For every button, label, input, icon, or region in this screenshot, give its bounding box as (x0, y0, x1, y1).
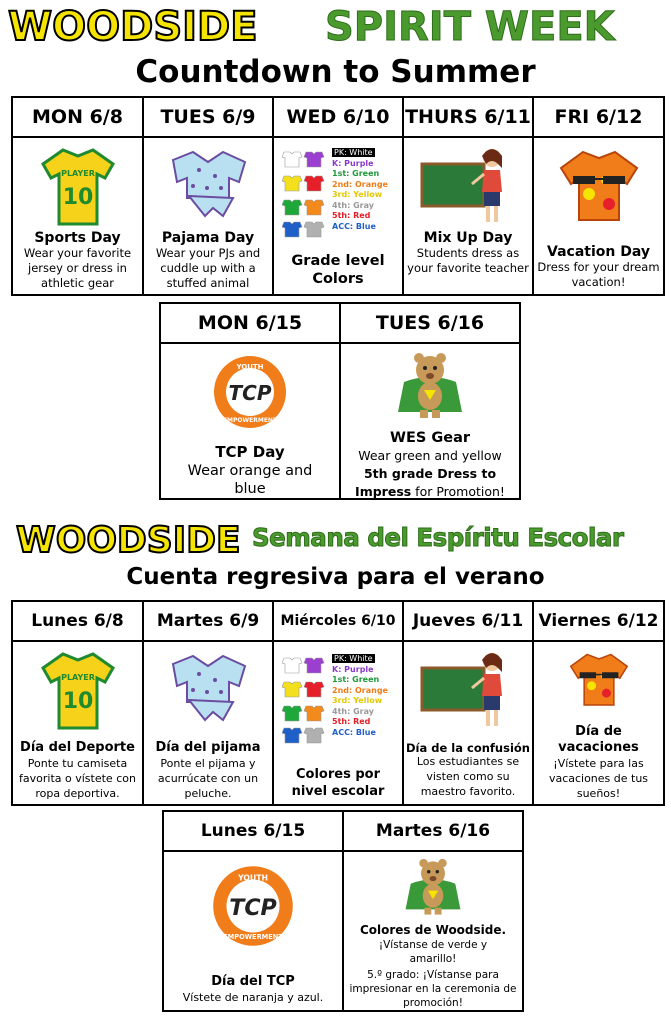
day-header: Jueves 6/11 (403, 601, 533, 641)
week1-table-english (11, 96, 665, 296)
title-woodside-es: WOODSIDE (16, 520, 241, 561)
day-title: Día del TCP (211, 974, 295, 989)
day-cell-pijama (143, 641, 273, 805)
woodside-mascot-icon (394, 352, 466, 422)
day-cell-pajama (143, 137, 273, 295)
day-desc (343, 447, 517, 501)
day-desc: Wear your favorite jersey or dress in athletic gear (23, 246, 132, 290)
day-desc: Students dress as your favorite teacher (407, 246, 529, 275)
day-cell-sports (12, 137, 143, 295)
title-woodside: WOODSIDE (8, 4, 258, 50)
teacher-icon (420, 648, 516, 734)
logo-mark-text: TCP (229, 894, 277, 921)
day-desc: ¡Vístanse de verde y amarillo! (378, 939, 488, 965)
title-spanish (0, 520, 671, 564)
logo-top-text: YOUTH (236, 363, 264, 371)
day-desc-line: Wear green and yellow (358, 448, 502, 463)
day-desc: Los estudiantes se visten como su maestro favorito. (416, 755, 520, 798)
day-cell-vacation (533, 137, 664, 295)
title-spirit-week: SPIRIT WEEK (325, 4, 615, 50)
day-cell-colores (273, 641, 403, 805)
hawaiian-shirt-icon (559, 146, 639, 224)
grade-colors-legend: PK: White K: Purple 1st: Green 2nd: Orange 3rd: Yellow 4th: Gray 5th: Red ACC: Blue (332, 148, 388, 231)
day-title: Colores de Woodside. (359, 923, 507, 937)
day-cell-grade-colors (273, 137, 403, 295)
day-desc: Wear orange and blue (187, 463, 313, 497)
day-header: Lunes 6/8 (12, 601, 143, 641)
day-desc: Ponte tu camiseta favorita o vístete con ropa deportiva. (19, 757, 136, 800)
day-title: Día de vacaciones (558, 724, 639, 755)
day-title: Mix Up Day (423, 230, 513, 246)
day-desc: Dress for your dream vacation! (537, 260, 660, 289)
day-header: MON 6/15 (160, 303, 340, 343)
day-title: Grade level Colors (291, 253, 385, 287)
logo-bottom-text: EMPOWERMENT (223, 933, 283, 942)
hawaiian-shirt-icon (568, 650, 630, 708)
day-header: MON 6/8 (12, 97, 143, 137)
day-title: Día del Deporte (20, 740, 135, 755)
week1-table-spanish (11, 600, 665, 806)
logo-bottom-text: EMPOWERMENT (222, 417, 278, 424)
logo-mark-text: TCP (228, 381, 272, 405)
day-cell-deporte (12, 641, 143, 805)
jersey-label: PLAYER (60, 673, 95, 682)
day-desc-tail: for Promotion! (411, 484, 505, 499)
day-desc: Wear your PJs and cuddle up with a stuffed animal (155, 246, 261, 290)
jersey-icon (41, 650, 115, 730)
woodside-mascot-icon (402, 858, 464, 918)
day-title: Vacation Day (547, 244, 650, 260)
jersey-icon (41, 146, 115, 226)
day-header: Lunes 6/15 (163, 811, 343, 851)
day-title: Día del pijama (155, 740, 261, 755)
day-header: Viernes 6/12 (533, 601, 664, 641)
day-desc-2: 5.º grado: ¡Vístanse para impresionar en la ceremonia de promoción! (349, 969, 517, 1009)
week2-table-english (159, 302, 521, 500)
day-header: THURS 6/11 (403, 97, 533, 137)
day-desc: Vístete de naranja y azul. (182, 991, 324, 1004)
subtitle-english: Countdown to Summer (135, 54, 536, 90)
week2-table-spanish (162, 810, 524, 1012)
day-desc: ¡Vístete para las vacaciones de tus sueños! (548, 757, 649, 800)
subtitle-spanish: Cuenta regresiva para el verano (126, 564, 545, 590)
day-title: Pajama Day (161, 230, 255, 246)
day-cell-tcp (160, 343, 340, 499)
jersey-number: 10 (62, 689, 93, 714)
day-header: Martes 6/9 (143, 601, 273, 641)
day-title: Día de la confusión (406, 741, 530, 755)
day-cell-vacaciones (533, 641, 664, 805)
day-header: TUES 6/9 (143, 97, 273, 137)
day-cell-confusion (403, 641, 533, 805)
day-header: FRI 6/12 (533, 97, 664, 137)
day-title: Sports Day (34, 230, 121, 246)
day-header: Martes 6/16 (343, 811, 523, 851)
teacher-icon (420, 144, 516, 230)
day-header: WED 6/10 (273, 97, 403, 137)
day-cell-wes-gear (340, 343, 520, 499)
title-semana: Semana del Espíritu Escolar (252, 523, 624, 552)
day-cell-mixup (403, 137, 533, 295)
day-cell-tcp-es (163, 851, 343, 1011)
day-header: Miércoles 6/10 (273, 601, 403, 641)
pajama-icon (163, 652, 253, 722)
shirts-icon (282, 148, 328, 240)
grade-colors-legend: PK: White K: Purple 1st: Green 2nd: Orange 3rd: Yellow 4th: Gray 5th: Red ACC: Blue (332, 654, 388, 737)
jersey-number: 10 (62, 185, 93, 210)
tcp-logo-icon (212, 354, 288, 430)
day-title: Colores por nivel escolar (291, 767, 385, 799)
title-english (0, 4, 671, 50)
day-desc-bold: 5th grade Dress to Impress (355, 466, 497, 499)
tcp-logo-icon (211, 864, 295, 948)
day-title: WES Gear (389, 430, 471, 446)
pajama-icon (163, 148, 253, 218)
day-cell-woodside-es (343, 851, 523, 1011)
day-title: TCP Day (215, 443, 285, 461)
day-desc: Ponte el pijama y acurrúcate con un peluche. (157, 757, 259, 800)
jersey-label: PLAYER (60, 169, 95, 178)
shirts-icon (282, 654, 328, 746)
day-header: TUES 6/16 (340, 303, 520, 343)
logo-top-text: YOUTH (238, 873, 268, 883)
